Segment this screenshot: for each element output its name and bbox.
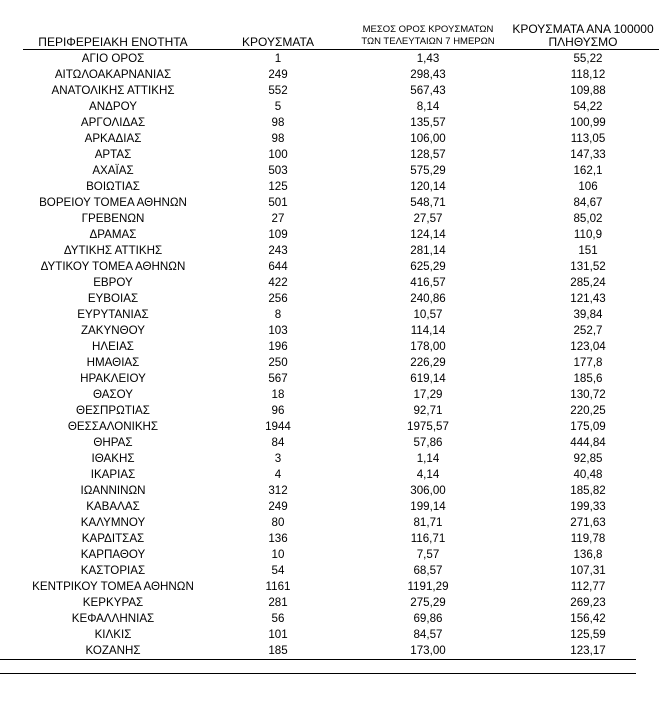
table-row [23, 83, 659, 99]
avg-7-days-cell: 106,00 [410, 132, 446, 145]
page-bottom-divider [0, 673, 636, 674]
header-per-100k [493, 23, 663, 49]
region-cell: ΗΡΑΚΛΕΙΟΥ [80, 372, 146, 385]
per-100k-cell: 118,12 [570, 68, 606, 81]
cases-cell: 1944 [265, 420, 291, 433]
per-100k-cell: 147,33 [570, 148, 606, 161]
region-cell: ΘΕΣΠΡΩΤΙΑΣ [76, 404, 150, 417]
per-100k-cell: 85,02 [573, 212, 603, 225]
table-row [23, 467, 659, 483]
cases-cell: 98 [271, 116, 285, 129]
avg-7-days-cell: 240,86 [410, 292, 446, 305]
avg-7-days-cell: 173,00 [410, 644, 446, 657]
header-avg-line1: ΜΕΣΟΣ ΟΡΟΣ ΚΡΟΥΣΜΑΤΩΝ [362, 24, 494, 35]
table-row [23, 435, 659, 451]
header-divider [23, 49, 659, 50]
avg-7-days-cell: 135,57 [410, 116, 446, 129]
table-row [23, 595, 659, 611]
cases-cell: 243 [268, 244, 288, 257]
avg-7-days-cell: 281,14 [410, 244, 446, 257]
table-row [23, 547, 659, 563]
avg-7-days-cell: 114,14 [410, 324, 446, 337]
table-row [23, 387, 659, 403]
region-cell: ΚΑΒΑΛΑΣ [86, 500, 140, 513]
table-row [23, 483, 659, 499]
cases-cell: 96 [271, 404, 285, 417]
per-100k-cell: 185,6 [573, 372, 603, 385]
table-row [23, 419, 659, 435]
cases-cell: 249 [268, 500, 288, 513]
cases-cell: 1161 [265, 580, 291, 593]
cases-cell: 644 [268, 260, 288, 273]
table-row [23, 403, 659, 419]
region-cell: ΚΕΡΚΥΡΑΣ [82, 596, 144, 609]
region-cell: ΗΜΑΘΙΑΣ [86, 356, 140, 369]
header-region: ΠΕΡΙΦΕΡΕΙΑΚΗ ΕΝΟΤΗΤΑ [38, 35, 188, 49]
region-cell: ΔΥΤΙΚΗΣ ΑΤΤΙΚΗΣ [63, 244, 163, 257]
table-row [23, 451, 659, 467]
region-cell: ΑΧΑΪΑΣ [92, 164, 134, 177]
header-cases: ΚΡΟΥΣΜΑΤΑ [242, 35, 314, 49]
avg-7-days-cell: 8,14 [416, 100, 440, 113]
table-row [23, 355, 659, 371]
table-body [23, 51, 659, 659]
avg-7-days-cell: 124,14 [410, 228, 446, 241]
avg-7-days-cell: 27,57 [413, 212, 443, 225]
per-100k-cell: 84,67 [573, 196, 603, 209]
avg-7-days-cell: 84,57 [413, 628, 443, 641]
region-cell: ΒΟΙΩΤΙΑΣ [86, 180, 140, 193]
region-cell: ΓΡΕΒΕΝΩΝ [81, 212, 145, 225]
avg-7-days-cell: 306,00 [410, 484, 446, 497]
avg-7-days-cell: 68,57 [413, 564, 443, 577]
region-cell: ΕΒΡΟΥ [93, 276, 133, 289]
avg-7-days-cell: 7,57 [416, 548, 440, 561]
cases-cell: 125 [268, 180, 288, 193]
per-100k-cell: 175,09 [570, 420, 606, 433]
cases-cell: 422 [268, 276, 288, 289]
table-row [23, 259, 659, 275]
table-row [23, 243, 659, 259]
table-row [23, 531, 659, 547]
table-row [23, 371, 659, 387]
header-avg-7-days [343, 24, 513, 48]
cases-cell: 136 [268, 532, 288, 545]
table-row [23, 643, 659, 659]
cases-cell: 1 [274, 52, 282, 65]
avg-7-days-cell: 81,71 [413, 516, 443, 529]
avg-7-days-cell: 625,29 [410, 260, 446, 273]
cases-cell: 4 [274, 468, 282, 481]
region-cell: ΕΥΒΟΙΑΣ [87, 292, 139, 305]
region-cell: ΑΓΙΟ ΟΡΟΣ [81, 52, 145, 65]
avg-7-days-cell: 120,14 [410, 180, 446, 193]
per-100k-cell: 119,78 [570, 532, 606, 545]
region-cell: ΗΛΕΙΑΣ [92, 340, 134, 353]
avg-7-days-cell: 1,43 [416, 52, 440, 65]
avg-7-days-cell: 57,86 [413, 436, 443, 449]
cases-cell: 109 [268, 228, 288, 241]
region-cell: ΚΑΡΠΑΘΟΥ [80, 548, 146, 561]
table-row [23, 99, 659, 115]
table-row [23, 179, 659, 195]
cases-cell: 10 [271, 548, 285, 561]
per-100k-cell: 185,82 [570, 484, 606, 497]
avg-7-days-cell: 226,29 [410, 356, 446, 369]
per-100k-cell: 123,04 [570, 340, 606, 353]
cases-cell: 80 [271, 516, 285, 529]
avg-7-days-cell: 567,43 [410, 84, 446, 97]
per-100k-cell: 271,63 [570, 516, 606, 529]
table-row [23, 499, 659, 515]
cases-cell: 249 [268, 68, 288, 81]
per-100k-cell: 106 [578, 180, 598, 193]
cases-cell: 501 [268, 196, 288, 209]
per-100k-cell: 269,23 [570, 596, 606, 609]
table-row [23, 51, 659, 67]
region-cell: ΑΡΤΑΣ [94, 148, 132, 161]
avg-7-days-cell: 416,57 [410, 276, 446, 289]
per-100k-cell: 123,17 [570, 644, 606, 657]
per-100k-cell: 131,52 [570, 260, 606, 273]
cases-cell: 185 [268, 644, 288, 657]
cases-cell: 503 [268, 164, 288, 177]
table-row [23, 227, 659, 243]
cases-cell: 8 [274, 308, 282, 321]
per-100k-cell: 156,42 [570, 612, 606, 625]
per-100k-cell: 107,31 [570, 564, 606, 577]
per-100k-cell: 130,72 [570, 388, 606, 401]
region-cell: ΚΑΛΥΜΝΟΥ [80, 516, 146, 529]
cases-cell: 54 [271, 564, 285, 577]
per-100k-cell: 55,22 [573, 52, 603, 65]
avg-7-days-cell: 619,14 [410, 372, 446, 385]
table-row [23, 307, 659, 323]
table-row [23, 323, 659, 339]
per-100k-cell: 54,22 [573, 100, 603, 113]
table-row [23, 211, 659, 227]
per-100k-cell: 121,43 [570, 292, 606, 305]
per-100k-cell: 113,05 [570, 132, 606, 145]
cases-cell: 312 [268, 484, 288, 497]
per-100k-cell: 110,9 [573, 228, 603, 241]
avg-7-days-cell: 10,57 [413, 308, 443, 321]
header-avg-line2: ΤΩΝ ΤΕΛΕΥΤΑΙΩΝ 7 ΗΜΕΡΩΝ [361, 36, 495, 47]
table-row [23, 563, 659, 579]
table-row [23, 627, 659, 643]
avg-7-days-cell: 17,29 [413, 388, 443, 401]
avg-7-days-cell: 199,14 [410, 500, 446, 513]
per-100k-cell: 125,59 [570, 628, 606, 641]
avg-7-days-cell: 128,57 [410, 148, 446, 161]
cases-cell: 100 [268, 148, 288, 161]
per-100k-cell: 39,84 [573, 308, 603, 321]
cases-cell: 3 [274, 452, 282, 465]
cases-cell: 27 [271, 212, 285, 225]
table-row [23, 67, 659, 83]
table-row [23, 147, 659, 163]
region-cell: ΚΑΡΔΙΤΣΑΣ [81, 532, 145, 545]
avg-7-days-cell: 1,14 [416, 452, 440, 465]
cases-cell: 98 [271, 132, 285, 145]
region-cell: ΑΡΓΟΛΙΔΑΣ [80, 116, 146, 129]
region-cell: ΚΕΝΤΡΙΚΟΥ ΤΟΜΕΑ ΑΘΗΝΩΝ [32, 580, 194, 593]
per-100k-cell: 252,7 [573, 324, 603, 337]
region-cell: ΚΙΛΚΙΣ [94, 628, 132, 641]
cases-cell: 250 [268, 356, 288, 369]
per-100k-cell: 199,33 [570, 500, 606, 513]
per-100k-cell: 92,85 [573, 452, 603, 465]
table-row [23, 115, 659, 131]
region-cell: ΕΥΡΥΤΑΝΙΑΣ [77, 308, 149, 321]
per-100k-cell: 162,1 [573, 164, 603, 177]
region-cell: ΙΩΑΝΝΙΝΩΝ [80, 484, 146, 497]
region-cell: ΚΟΖΑΝΗΣ [85, 644, 141, 657]
avg-7-days-cell: 1191,29 [407, 580, 449, 593]
avg-7-days-cell: 116,71 [410, 532, 446, 545]
region-cell: ΘΕΣΣΑΛΟΝΙΚΗΣ [67, 420, 159, 433]
cases-cell: 196 [268, 340, 288, 353]
region-cell: ΙΘΑΚΗΣ [91, 452, 135, 465]
region-cell: ΚΕΦΑΛΛΗΝΙΑΣ [71, 612, 155, 625]
per-100k-cell: 444,84 [570, 436, 606, 449]
region-cell: ΒΟΡΕΙΟΥ ΤΟΜΕΑ ΑΘΗΝΩΝ [39, 196, 187, 209]
per-100k-cell: 220,25 [570, 404, 606, 417]
avg-7-days-cell: 4,14 [416, 468, 440, 481]
per-100k-cell: 100,99 [570, 116, 606, 129]
cases-cell: 56 [271, 612, 285, 625]
avg-7-days-cell: 548,71 [410, 196, 446, 209]
avg-7-days-cell: 298,43 [410, 68, 446, 81]
cases-cell: 101 [268, 628, 288, 641]
region-cell: ΑΝΑΤΟΛΙΚΗΣ ΑΤΤΙΚΗΣ [51, 84, 175, 97]
per-100k-cell: 40,48 [573, 468, 603, 481]
table-row [23, 163, 659, 179]
table-header [23, 14, 659, 49]
cases-cell: 256 [268, 292, 288, 305]
per-100k-cell: 109,88 [570, 84, 606, 97]
table-row [23, 291, 659, 307]
cases-cell: 18 [271, 388, 285, 401]
avg-7-days-cell: 1975,57 [407, 420, 449, 433]
avg-7-days-cell: 275,29 [410, 596, 446, 609]
region-cell: ΔΥΤΙΚΟΥ ΤΟΜΕΑ ΑΘΗΝΩΝ [40, 260, 186, 273]
per-100k-cell: 177,8 [573, 356, 603, 369]
region-cell: ΙΚΑΡΙΑΣ [90, 468, 136, 481]
header-per100k-line1: ΚΡΟΥΣΜΑΤΑ ΑΝΑ 100000 [512, 22, 654, 36]
table-row [23, 131, 659, 147]
cases-cell: 103 [268, 324, 288, 337]
region-cell: ΑΡΚΑΔΙΑΣ [84, 132, 142, 145]
table-row [23, 611, 659, 627]
avg-7-days-cell: 178,00 [410, 340, 446, 353]
region-cell: ΘΗΡΑΣ [93, 436, 133, 449]
cases-table [23, 14, 659, 657]
per-100k-cell: 151 [578, 244, 598, 257]
table-row [23, 579, 659, 595]
avg-7-days-cell: 69,86 [413, 612, 443, 625]
table-bottom-divider [0, 659, 636, 660]
region-cell: ΔΡΑΜΑΣ [89, 228, 137, 241]
table-row [23, 515, 659, 531]
table-row [23, 339, 659, 355]
region-cell: ΘΑΣΟΥ [92, 388, 134, 401]
cases-cell: 281 [268, 596, 288, 609]
avg-7-days-cell: 92,71 [413, 404, 443, 417]
avg-7-days-cell: 575,29 [410, 164, 446, 177]
cases-cell: 552 [268, 84, 288, 97]
region-cell: ΑΙΤΩΛΟΑΚΑΡΝΑΝΙΑΣ [54, 68, 172, 81]
region-cell: ΑΝΔΡΟΥ [89, 100, 137, 113]
region-cell: ΚΑΣΤΟΡΙΑΣ [80, 564, 146, 577]
cases-cell: 84 [271, 436, 285, 449]
per-100k-cell: 285,24 [570, 276, 606, 289]
table-row [23, 195, 659, 211]
cases-cell: 567 [268, 372, 288, 385]
cases-cell: 5 [274, 100, 282, 113]
region-cell: ΖΑΚΥΝΘΟΥ [80, 324, 146, 337]
header-per100k-line2: ΠΛΗΘΥΣΜΟ [548, 35, 618, 49]
table-row [23, 275, 659, 291]
per-100k-cell: 112,77 [570, 580, 606, 593]
per-100k-cell: 136,8 [573, 548, 603, 561]
